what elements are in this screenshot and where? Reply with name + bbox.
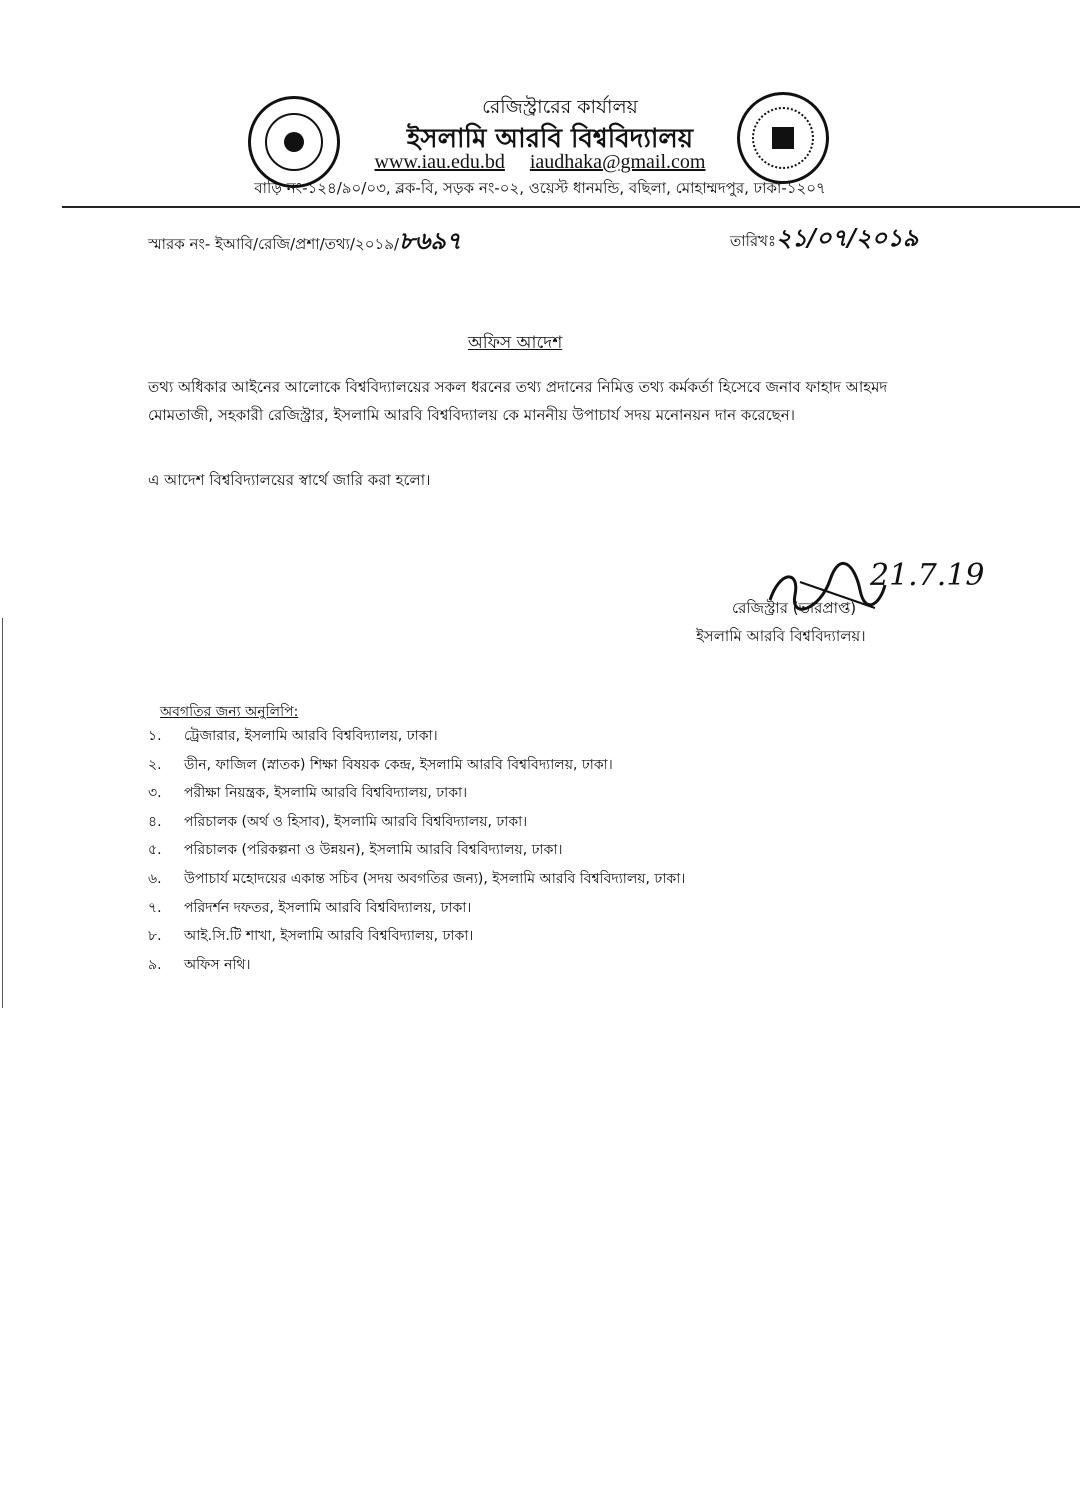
list-item-text: উপাচার্য মহোদয়ের একান্ত সচিব (সদয় অবগতির জন্য), ইসলামি আরবি বিশ্ববিদ্যালয়, ঢাকা। [184, 870, 686, 887]
copy-list-heading: অবগতির জন্য অনুলিপি: [160, 704, 299, 720]
memo-ref-label: স্মারক নং- ইআবি/রেজি/প্রশা/তথ্য/২০১৯/ [148, 235, 400, 253]
memo-date-value: ২১/০৭/২০১৯ [776, 223, 919, 252]
list-item-text: ট্রেজারার, ইসলামি আরবি বিশ্ববিদ্যালয়, ঢাকা। [184, 728, 438, 744]
memo-date [730, 220, 918, 260]
list-item-number: ১. [148, 728, 162, 744]
list-item-text: পরীক্ষা নিয়ন্ত্রক, ইসলামি আরবি বিশ্ববিদ্যালয়, ঢাকা। [184, 785, 468, 802]
list-item [148, 951, 685, 980]
university-emblem-logo [737, 92, 829, 184]
list-item-number: ৫. [148, 842, 162, 859]
list-item-text: পরিদর্শন দফতর, ইসলামি আরবি বিশ্ববিদ্যালয়, ঢাকা। [184, 899, 472, 916]
list-item-number: ৭. [148, 899, 162, 916]
scan-margin-line [2, 618, 3, 1008]
memo-date-label: তারিখঃ [730, 232, 776, 250]
list-item [148, 922, 685, 951]
list-item-text: অফিস নথি। [184, 956, 251, 973]
list-item-number: ৩. [148, 785, 162, 802]
website-link[interactable]: www.iau.edu.bd [374, 151, 505, 173]
list-item-number: ৪. [148, 813, 162, 830]
memo-ref-number: ৮৬৯৭ [399, 226, 462, 255]
list-item-text: আই.সি.টি শাখা, ইসলামি আরবি বিশ্ববিদ্যালয়, ঢাকা। [184, 928, 474, 945]
signatory-title: রেজিস্ট্রার (ভারপ্রাপ্ত) [732, 599, 857, 617]
office-name: রেজিস্ট্রারের কার্যালয় [482, 96, 638, 118]
order-body: তথ্য অধিকার আইনের আলোকে বিশ্ববিদ্যালয়ের সকল ধরনের তথ্য প্রদানের নিমিত্ত তথ্য কর্মকর্তা হিসেবে জনাব ফাহাদ আহমদ মোমতাজী, সহকারী রেজিস্ট্রার, ইসলামি আরবি বিশ্ববিদ্যালয় কে মাননীয় উপাচার্য সদয় মনোনয়ন দান করেছেন। [148, 378, 888, 424]
list-item-number: ২. [148, 756, 162, 773]
list-item [148, 808, 685, 837]
order-closing: এ আদেশ বিশ্ববিদ্যালয়ের স্বার্থে জারি করা হলো। [148, 471, 431, 489]
list-item-text: ডীন, ফাজিল (স্নাতক) শিক্ষা বিষয়ক কেন্দ্র, ইসলামি আরবি বিশ্ববিদ্যালয়, ঢাকা। [184, 756, 613, 773]
list-item [148, 836, 685, 865]
copy-list [148, 722, 685, 979]
university-seal-logo [248, 96, 340, 188]
list-item-number: ৮. [148, 928, 162, 945]
list-item-text: পরিচালক (অর্থ ও হিসাব), ইসলামি আরবি বিশ্ববিদ্যালয়, ঢাকা। [184, 813, 528, 830]
address: বাড়ি নং-১২৪/৯০/০৩, ব্লক-বি, সড়ক নং-০২, ওয়েস্ট ধানমন্ডি, বছিলা, মোহাম্মদপুর, ঢাকা-১২০৭ [254, 179, 826, 197]
signatory-university: ইসলামি আরবি বিশ্ববিদ্যালয়। [696, 627, 866, 645]
list-item [148, 751, 685, 780]
list-item [148, 865, 685, 894]
header-divider [62, 206, 1080, 208]
email-link[interactable]: iaudhaka@gmail.com [529, 151, 706, 173]
list-item-text: পরিচালক (পরিকল্পনা ও উন্নয়ন), ইসলামি আরবি বিশ্ববিদ্যালয়, ঢাকা। [184, 842, 563, 859]
list-item-number: ৬. [148, 870, 162, 887]
contact-links [330, 151, 750, 174]
list-item [148, 779, 685, 808]
university-name: ইসলামি আরবি বিশ্ববিদ্যালয় [406, 124, 694, 154]
list-item [148, 722, 685, 751]
order-title: অফিস আদেশ [468, 333, 563, 353]
signature-date: 21.7.19 [870, 558, 985, 593]
list-item [148, 894, 685, 923]
memo-reference [148, 223, 461, 263]
list-item-number: ৯. [148, 956, 162, 973]
